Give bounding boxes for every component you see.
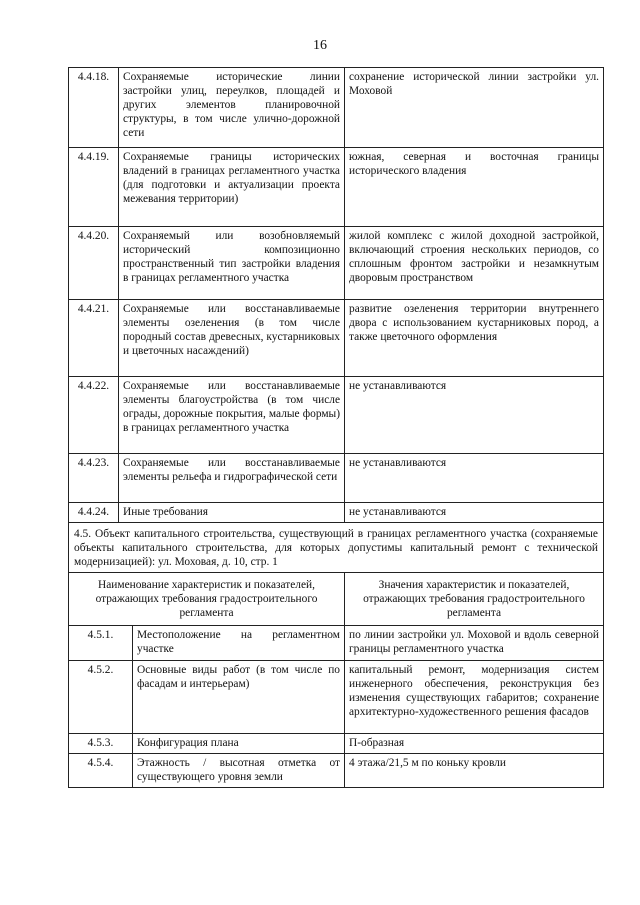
section-row <box>69 523 604 573</box>
row-number: 4.4.18. <box>69 68 119 148</box>
row-number: 4.4.21. <box>69 300 119 377</box>
page-number: 16 <box>313 38 327 53</box>
table-row <box>69 754 604 788</box>
row-name: Сохраняемый или возобновляемый исторический композиционно пространственный тип застройки владения в границах регламентного участка <box>119 227 345 300</box>
table-row <box>69 503 604 523</box>
row-name: Конфигурация плана <box>133 734 345 754</box>
row-name: Сохраняемые границы исторических владений в границах регламентного участка (для подготовки и актуализации проекта межевания территории) <box>119 148 345 227</box>
row-value: 4 этажа/21,5 м по коньку кровли <box>345 754 604 788</box>
table-row <box>69 148 604 227</box>
row-name: Иные требования <box>119 503 345 523</box>
row-name: Основные виды работ (в том числе по фасадам и интерьерам) <box>133 661 345 734</box>
table-row <box>69 300 604 377</box>
column-header-value: Значения характеристик и показателей, отражающих требования градостроительного регламента <box>345 573 604 626</box>
row-value: П-образная <box>345 734 604 754</box>
table-row <box>69 661 604 734</box>
table-row <box>69 626 604 661</box>
table-row <box>69 68 604 148</box>
row-value: жилой комплекс с жилой доходной застройкой, включающий строения нескольких периодов, со сплошным фронтом застройки и незамкнутым дворовым пространством <box>345 227 604 300</box>
table-row <box>69 227 604 300</box>
column-header-row <box>69 573 604 626</box>
row-value: не устанавливаются <box>345 503 604 523</box>
table-row <box>69 734 604 754</box>
row-number: 4.5.2. <box>69 661 133 734</box>
row-number: 4.4.22. <box>69 377 119 454</box>
row-name: Сохраняемые или восстанавливаемые элементы благоустройства (в том числе ограды, дорожные покрытия, малые формы) в границах регламентного участка <box>119 377 345 454</box>
table-row <box>69 377 604 454</box>
row-value: развитие озеленения территории внутреннего двора с использованием кустарниковых пород, а также цветочного оформления <box>345 300 604 377</box>
row-number: 4.5.1. <box>69 626 133 661</box>
row-value: южная, северная и восточная границы исторического владения <box>345 148 604 227</box>
row-number: 4.4.19. <box>69 148 119 227</box>
row-value: по линии застройки ул. Моховой и вдоль северной границы регламентного участка <box>345 626 604 661</box>
table-row <box>69 454 604 503</box>
row-name: Сохраняемые или восстанавливаемые элементы рельефа и гидрографической сети <box>119 454 345 503</box>
row-name: Местоположение на регламентном участке <box>133 626 345 661</box>
row-number: 4.5.3. <box>69 734 133 754</box>
row-name: Сохраняемые или восстанавливаемые элементы озеленения (в том числе породный состав древесных, кустарниковых и цветочных насаждений) <box>119 300 345 377</box>
row-value: не устанавливаются <box>345 454 604 503</box>
regulation-table <box>68 67 604 788</box>
row-number: 4.4.23. <box>69 454 119 503</box>
row-number: 4.4.20. <box>69 227 119 300</box>
row-value: капитальный ремонт, модернизация систем инженерного обеспечения, реконструкция без изменения существующих габаритов; сохранение архитектурно-художественного решения фасадов <box>345 661 604 734</box>
row-number: 4.5.4. <box>69 754 133 788</box>
row-value: сохранение исторической линии застройки ул. Моховой <box>345 68 604 148</box>
row-name: Этажность / высотная отметка от существующего уровня земли <box>133 754 345 788</box>
column-header-name: Наименование характеристик и показателей, отражающих требования градостроительного регламента <box>69 573 345 626</box>
section-heading: 4.5. Объект капитального строительства, существующий в границах регламентного участка (сохраняемые объекты капитального строительства, для которых допустимы капитальный ремонт с технической модернизацией): ул. Моховая, д. 10, стр. 1 <box>69 523 604 573</box>
row-name: Сохраняемые исторические линии застройки улиц, переулков, площадей и других элементов планировочной структуры, в том числе улично-дорожной сети <box>119 68 345 148</box>
row-value: не устанавливаются <box>345 377 604 454</box>
row-number: 4.4.24. <box>69 503 119 523</box>
